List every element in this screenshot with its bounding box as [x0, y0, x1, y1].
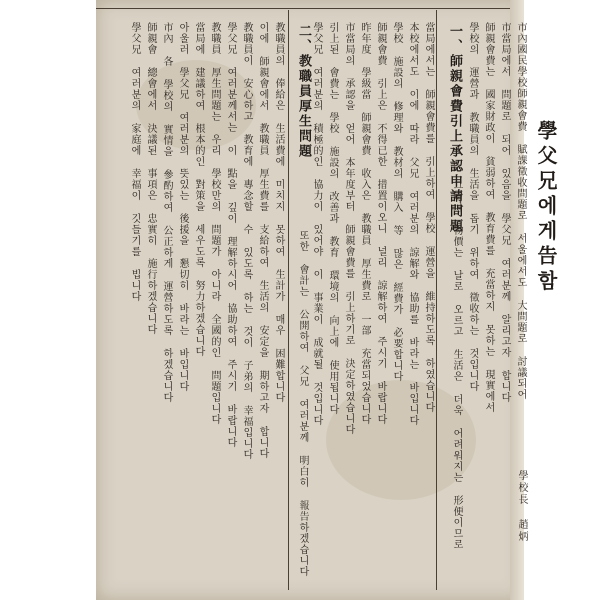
body-column: 當局에서는 師親會費를 引上하여 學校 運營을 維持하도록 하였습니다	[423, 22, 434, 413]
body-column: 教職員이 安心하고 教育에 專念할 수 있도록 하는 것이 子弟의 幸福입니다	[241, 22, 252, 460]
section-heading-2: 二、教職員厚生問題	[296, 24, 311, 159]
document-title: 學父兄에게告함	[534, 120, 558, 295]
body-column: 市內國民學校師親會費 賦課徵收問題로 서울에서도 大問題로 討議되어	[515, 22, 526, 400]
body-column: 市當局의 承認을 얻어 本年度부터 師親會費를 引上하기로 決定하였습니다	[343, 22, 354, 435]
body-column: 當局에 建議하여 根本的인 對策을 세우도록 努力하겠습니다	[193, 22, 204, 357]
body-column: 아울러 學父兄 여러분의 뜻있는 後援을 懇切히 바라는 바입니다	[177, 22, 188, 392]
body-column: 引上된 會費는 學校 施設의 改善과 教育 環境의 向上에 使用됩니다	[327, 22, 338, 415]
body-column: 學父兄 여러분의 家庭에 幸福이 깃들기를 빕니다	[129, 22, 140, 302]
signature: 學校長 趙炳	[516, 470, 527, 543]
column-rule	[288, 10, 289, 590]
body-column: 學校 施設의 修理와 教材의 購入 等 많은 經費가 必要합니다	[391, 22, 402, 382]
body-column: 教職員의 俸給은 生活費에 미치지 못하여 生計가 매우 困難합니다	[273, 22, 284, 403]
body-column: 市內 各 學校의 實情을 參酌하여 公正하게 運營하도록 하겠습니다	[161, 22, 172, 403]
body-column: 市當局에서 問題로 되어 있음을 學父兄 여러분께 알리고자 합니다	[499, 22, 510, 403]
body-column: 이에 師親會에서 教職員 厚生費를 支給하여 生活의 安定을 期하고자 합니다	[257, 22, 268, 459]
body-column: 師親會費 引上은 不得已한 措置이오니 널리 諒解하여 주시기 바랍니다	[375, 22, 386, 425]
body-column: 師親會 總會에서 決議된 事項은 忠實히 施行하겠습니다	[145, 22, 156, 335]
body-column: 學校의 運營과 教職員의 生活을 돕기 위하여 徵收하는 것입니다	[467, 22, 478, 392]
column-rule	[436, 10, 437, 590]
body-column: 그러나 物價는 날로 오르고 生活은 더욱 어려워지는 形便이므로	[451, 180, 462, 550]
body-column: 또한 會計는 公開하여 父兄 여러분께 明白히 報告하겠습니다	[297, 230, 308, 577]
body-column: 師親會費는 國家財政이 貧弱하여 教育費를 充當하지 못하는 現實에서	[483, 22, 494, 413]
body-column: 昨年度 學級當 師親會費 收入은 教職員 厚生費로 一部 充當되었습니다	[359, 22, 370, 425]
body-column: 教職員 厚生問題는 우리 學校만의 問題가 아니라 全國的인 問題입니다	[209, 22, 220, 425]
body-column: 學父兄 여러분의 積極的인 協力이 있어야 이 事業이 成就될 것입니다	[311, 22, 322, 426]
document-page	[96, 0, 558, 600]
body-column: 學父兄 여러분께서는 이 點을 깊이 理解하시어 協助하여 주시기 바랍니다	[225, 22, 236, 448]
top-rule	[96, 8, 510, 9]
section-heading-1: 一、師親會費引上承認申請問題	[447, 24, 462, 234]
body-column: 本校에서도 이에 따라 父兄 여러분의 諒解와 協助를 바라는 바입니다	[407, 22, 418, 426]
